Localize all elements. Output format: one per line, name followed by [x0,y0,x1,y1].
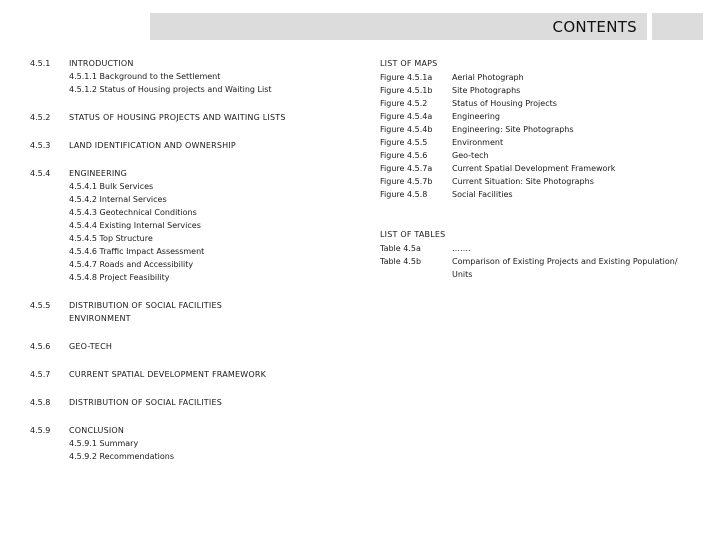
figure-title: Current Situation: Site Photographs [452,177,594,186]
map-entry [380,123,700,136]
subsection: 4.5.4.2 Internal Services [69,195,167,204]
map-entry [380,136,700,149]
toc-list [30,57,350,463]
section-title: INTRODUCTION [69,59,134,68]
toc-section [30,396,350,409]
figure-title: Site Photographs [452,86,521,95]
figure-number: Figure 4.5.8 [380,190,428,199]
table-entry [380,242,700,255]
table-number: Table 4.5a [380,244,421,253]
figure-number: Figure 4.5.4a [380,112,433,121]
subsection: 4.5.4.7 Roads and Accessibility [69,260,194,269]
subsection: 4.5.9.1 Summary [69,439,139,448]
header-bar [150,13,647,40]
subsection: 4.5.4.3 Geotechnical Conditions [69,208,197,217]
toc-section [30,111,350,124]
figure-number: Figure 4.5.6 [380,151,428,160]
figure-title: Environment [452,138,504,147]
map-entry [380,175,700,188]
section-number: 4.5.6 [30,342,51,351]
figure-title: Current Spatial Development Framework [452,164,616,173]
figure-number: Figure 4.5.2 [380,99,428,108]
figure-title: Social Facilities [452,190,513,199]
figure-number: Figure 4.5.1b [380,86,433,95]
section-number: 4.5.4 [30,169,51,178]
map-entry [380,110,700,123]
toc-section [30,299,350,325]
map-entry [380,162,700,175]
figure-title: Status of Housing Projects [452,99,557,108]
page-title: CONTENTS [552,18,637,36]
table-title: ……. [452,244,471,253]
figure-number: Figure 4.5.4b [380,125,433,134]
header-tab [652,13,703,40]
figure-title: Aerial Photograph [452,73,524,82]
figure-number: Figure 4.5.5 [380,138,428,147]
map-entry [380,149,700,162]
toc-section [30,167,350,284]
subsection: 4.5.4.4 Existing Internal Services [69,221,201,230]
toc-section [30,57,350,96]
section-title: LAND IDENTIFICATION AND OWNERSHIP [69,141,236,150]
list-of-maps-heading: LIST OF MAPS [380,59,438,68]
subsection: 4.5.4.1 Bulk Services [69,182,154,191]
section-title: ENVIRONMENT [69,314,131,323]
figure-number: Figure 4.5.7b [380,177,433,186]
subsection: 4.5.1.2 Status of Housing projects and Waiting List [69,85,272,94]
section-title: STATUS OF HOUSING PROJECTS AND WAITING LISTS [69,113,286,122]
table-title: Comparison of Existing Projects and Existing Population/ Units [452,257,678,279]
section-number: 4.5.9 [30,426,51,435]
subsection: 4.5.4.8 Project Feasibility [69,273,170,282]
map-entry [380,97,700,110]
figure-title: Geo-tech [452,151,489,160]
toc-section [30,139,350,152]
toc-section [30,368,350,381]
toc-section [30,340,350,353]
subsection: 4.5.1.1 Background to the Settlement [69,72,221,81]
section-number: 4.5.7 [30,370,51,379]
list-of-tables-heading: LIST OF TABLES [380,230,446,239]
section-title: CONCLUSION [69,426,125,435]
lists-column [380,57,700,281]
figure-title: Engineering: Site Photographs [452,125,574,134]
subsection: 4.5.9.2 Recommendations [69,452,174,461]
subsection: 4.5.4.5 Top Structure [69,234,153,243]
section-number: 4.5.1 [30,59,51,68]
section-title: CURRENT SPATIAL DEVELOPMENT FRAMEWORK [69,370,267,379]
figure-number: Figure 4.5.1a [380,73,433,82]
section-title: ENGINEERING [69,169,127,178]
subsection: 4.5.4.6 Traffic Impact Assessment [69,247,205,256]
section-title: GEO-TECH [69,342,113,351]
toc-section [30,424,350,463]
figure-title: Engineering [452,112,500,121]
figure-number: Figure 4.5.7a [380,164,433,173]
section-title: DISTRIBUTION OF SOCIAL FACILITIES [69,398,222,407]
table-entry [380,255,700,281]
map-entry [380,84,700,97]
section-number: 4.5.8 [30,398,51,407]
table-number: Table 4.5b [380,257,422,266]
section-title: DISTRIBUTION OF SOCIAL FACILITIES [69,301,222,310]
section-number: 4.5.2 [30,113,51,122]
map-entry [380,71,700,84]
map-entry [380,188,700,201]
section-number: 4.5.5 [30,301,51,310]
section-number: 4.5.3 [30,141,51,150]
